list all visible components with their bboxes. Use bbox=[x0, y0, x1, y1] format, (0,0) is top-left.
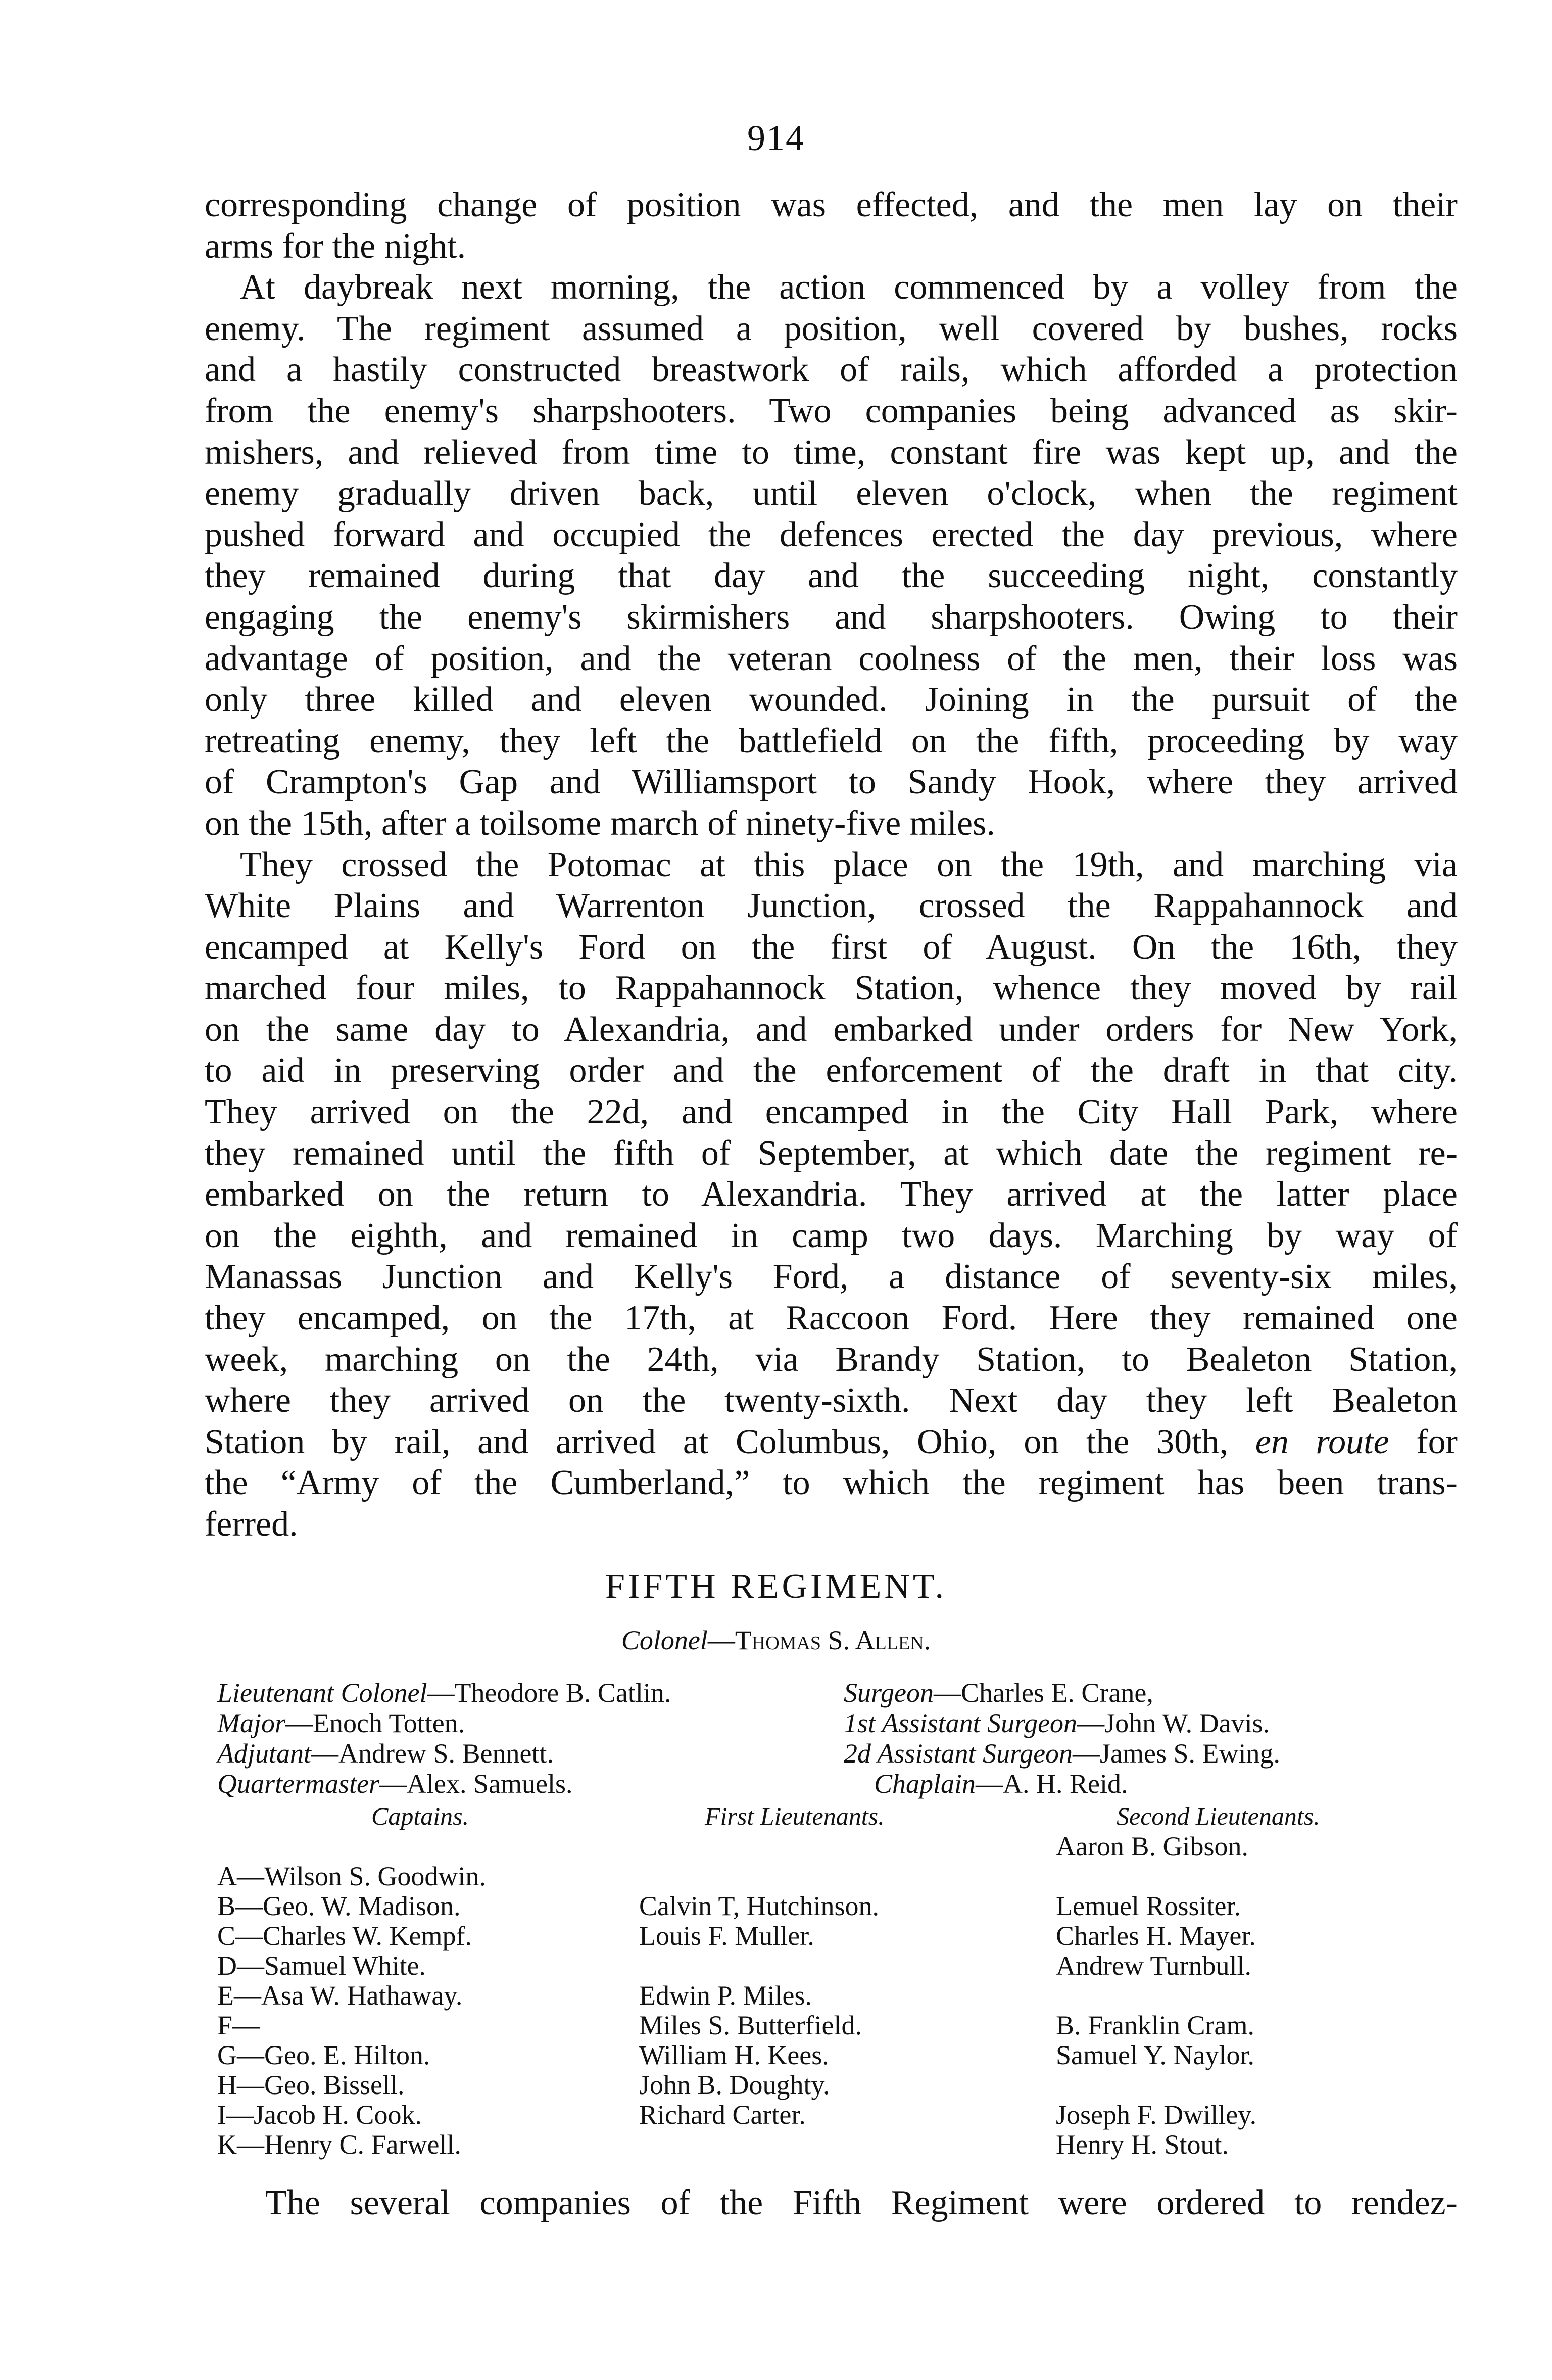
second-lieutenant-entry: Joseph F. Dwilley. bbox=[1056, 2100, 1257, 2130]
captain-entry: A—Wilson S. Goodwin. bbox=[217, 1861, 486, 1891]
text-line: of Crampton's Gap and Williamsport to Sandy Hook, where they arrived bbox=[205, 763, 1458, 802]
italic-phrase: en route bbox=[1255, 1422, 1389, 1461]
first-lieutenant-entry: Louis F. Muller. bbox=[639, 1921, 814, 1951]
officer-name: Theodore B. Catlin. bbox=[454, 1678, 671, 1708]
first-lieutenant-entry bbox=[639, 1862, 879, 1891]
text-line: At daybreak next morning, the action commenced by a volley from the bbox=[240, 268, 1458, 307]
text-line: enemy. The regiment assumed a position, well covered by bushes, rocks bbox=[205, 309, 1458, 348]
first-lieutenant-entry: John B. Doughty. bbox=[639, 2070, 830, 2100]
text-line: the “Army of the Cumberland,” to which the regiment has been trans- bbox=[205, 1463, 1458, 1503]
text-line: on the same day to Alexandria, and embarked under orders for New York, bbox=[205, 1010, 1458, 1049]
text-line: and a hastily constructed breastwork of rails, which afforded a protection bbox=[205, 350, 1458, 390]
officer-title: Chaplain bbox=[874, 1769, 976, 1799]
officer-title: Quartermaster bbox=[217, 1769, 379, 1799]
officer-title: 1st Assistant Surgeon bbox=[844, 1708, 1078, 1738]
text-line: marched four miles, to Rappahannock Station, whence they moved by rail bbox=[205, 969, 1458, 1008]
second-lieutenant-entry: Charles H. Mayer. bbox=[1056, 1921, 1256, 1951]
text-line: Manassas Junction and Kelly's Ford, a distance of seventy-six miles, bbox=[205, 1257, 1458, 1297]
text-line: on the 15th, after a toilsome march of ninety-five miles. bbox=[205, 803, 995, 843]
officer-name: Charles E. Crane, bbox=[960, 1678, 1153, 1708]
first-lieutenant-entry: Richard Carter. bbox=[639, 2100, 806, 2130]
text-line: encamped at Kelly's Ford on the first of August. On the 16th, they bbox=[205, 927, 1458, 967]
text-line: where they arrived on the twenty-sixth. Next day they left Bealeton bbox=[205, 1381, 1458, 1420]
staff-entry: 1st Assistant Surgeon—John W. Davis. bbox=[844, 1708, 1270, 1738]
text-line: corresponding change of position was effected, and the men lay on their bbox=[205, 185, 1458, 224]
text-line: pushed forward and occupied the defences erected the day previous, where bbox=[205, 515, 1458, 554]
colonel-line: Colonel—Thomas S. Allen. bbox=[621, 1625, 931, 1655]
staff-entry: Quartermaster—Alex. Samuels. bbox=[217, 1769, 573, 1799]
officer-name: Andrew S. Bennett. bbox=[338, 1738, 554, 1769]
officer-name: Alex. Samuels. bbox=[407, 1769, 573, 1799]
text-line: embarked on the return to Alexandria. They arrived at the latter place bbox=[205, 1175, 1458, 1214]
captain-entry: H—Geo. Bissell. bbox=[217, 2070, 405, 2100]
text-line: retreating enemy, they left the battlefield on the fifth, proceeding by way bbox=[205, 721, 1458, 760]
staff-entry: Lieutenant Colonel—Theodore B. Catlin. bbox=[217, 1678, 671, 1708]
text-line: ferred. bbox=[205, 1505, 298, 1544]
text-line: they remained until the fifth of September, at which date the regiment re- bbox=[205, 1133, 1458, 1173]
officer-title: Surgeon bbox=[844, 1678, 934, 1708]
field-staff-right bbox=[844, 1678, 1280, 1799]
first-lieutenants-header: First Lieutenants. bbox=[705, 1802, 885, 1830]
captain-entry: D—Samuel White. bbox=[217, 1950, 426, 1981]
text-line: They crossed the Potomac at this place on the 19th, and marching via bbox=[240, 845, 1458, 884]
first-lieutenant-entry bbox=[639, 2130, 879, 2160]
second-lieutenant-entry bbox=[1056, 1981, 1256, 2011]
officer-name: James S. Ewing. bbox=[1100, 1738, 1281, 1769]
page-number: 914 bbox=[747, 118, 805, 158]
section-heading: FIFTH REGIMENT. bbox=[605, 1567, 947, 1606]
officer-title: 2d Assistant Surgeon bbox=[844, 1738, 1073, 1769]
text-segment: for bbox=[1416, 1422, 1458, 1461]
second-lieutenant-entry: Samuel Y. Naylor. bbox=[1056, 2040, 1254, 2070]
captain-entry bbox=[217, 1832, 486, 1862]
first-lieutenant-entry: Edwin P. Miles. bbox=[639, 1980, 812, 2011]
second-lieutenants-header: Second Lieutenants. bbox=[1117, 1802, 1320, 1830]
text-line: advantage of position, and the veteran coolness of the men, their loss was bbox=[205, 639, 1458, 678]
text-line: They arrived on the 22d, and encamped in the City Hall Park, where bbox=[205, 1092, 1458, 1132]
captain-entry: G—Geo. E. Hilton. bbox=[217, 2040, 430, 2070]
second-lieutenant-entry: B. Franklin Cram. bbox=[1056, 2010, 1254, 2040]
first-lieutenants-column bbox=[639, 1832, 879, 2160]
text-line: they encamped, on the 17th, at Raccoon Ford. Here they remained one bbox=[205, 1299, 1458, 1338]
text-line: they remained during that day and the succeeding night, constantly bbox=[205, 556, 1458, 596]
officer-name: Enoch Totten. bbox=[313, 1708, 465, 1738]
officer-title: Lieutenant Colonel bbox=[217, 1678, 427, 1708]
captain-entry: E—Asa W. Hathaway. bbox=[217, 1980, 463, 2011]
staff-entry: Chaplain—A. H. Reid. bbox=[874, 1769, 1128, 1799]
field-staff-left bbox=[217, 1678, 671, 1799]
second-lieutenant-entry bbox=[1056, 1862, 1256, 1891]
closing-line: The several companies of the Fifth Regiment were ordered to rendez- bbox=[265, 2183, 1458, 2222]
staff-entry: Adjutant—Andrew S. Bennett. bbox=[217, 1738, 554, 1769]
second-lieutenant-entry: Lemuel Rossiter. bbox=[1056, 1891, 1241, 1921]
first-lieutenant-entry bbox=[639, 1951, 879, 1981]
text-line: enemy gradually driven back, until eleven o'clock, when the regiment bbox=[205, 474, 1458, 513]
second-lieutenant-entry: Aaron B. Gibson. bbox=[1056, 1831, 1248, 1862]
second-lieutenant-entry bbox=[1056, 2070, 1256, 2100]
officer-name: Thomas S. Allen. bbox=[735, 1625, 931, 1655]
officer-title: Major bbox=[217, 1708, 285, 1738]
first-lieutenant-entry bbox=[639, 1832, 879, 1862]
text-line: from the enemy's sharpshooters. Two companies being advanced as skir- bbox=[205, 391, 1458, 431]
text-line: only three killed and eleven wounded. Joining in the pursuit of the bbox=[205, 680, 1458, 720]
text-line: to aid in preserving order and the enforcement of the draft in that city. bbox=[205, 1051, 1458, 1090]
second-lieutenants-column bbox=[1056, 1832, 1256, 2160]
text-segment: Station by rail, and arrived at Columbus, Ohio, on the 30th, bbox=[205, 1422, 1229, 1461]
officer-name: A. H. Reid. bbox=[1003, 1769, 1128, 1799]
captain-entry: I—Jacob H. Cook. bbox=[217, 2100, 422, 2130]
text-line: engaging the enemy's skirmishers and sharpshooters. Owing to their bbox=[205, 597, 1458, 637]
officer-name: John W. Davis. bbox=[1104, 1708, 1270, 1738]
captain-entry: F— bbox=[217, 2010, 260, 2040]
text-line: mishers, and relieved from time to time, constant fire was kept up, and the bbox=[205, 433, 1458, 472]
captain-entry: C—Charles W. Kempf. bbox=[217, 1921, 472, 1951]
text-line: on the eighth, and remained in camp two days. Marching by way of bbox=[205, 1216, 1458, 1255]
captain-entry: K—Henry C. Farwell. bbox=[217, 2129, 461, 2160]
staff-entry: 2d Assistant Surgeon—James S. Ewing. bbox=[844, 1738, 1281, 1769]
staff-entry: Major—Enoch Totten. bbox=[217, 1708, 465, 1738]
text-line: arms for the night. bbox=[205, 226, 466, 266]
second-lieutenant-entry: Henry H. Stout. bbox=[1056, 2129, 1229, 2160]
text-line-with-italic bbox=[205, 1421, 1458, 1463]
text-line: White Plains and Warrenton Junction, crossed the Rappahannock and bbox=[205, 886, 1458, 926]
captain-entry: B—Geo. W. Madison. bbox=[217, 1891, 461, 1921]
officer-title: Adjutant bbox=[217, 1738, 311, 1769]
second-lieutenant-entry: Andrew Turnbull. bbox=[1056, 1950, 1252, 1981]
officer-title: Colonel bbox=[621, 1625, 708, 1655]
staff-entry: Surgeon—Charles E. Crane, bbox=[844, 1678, 1153, 1708]
first-lieutenant-entry: Miles S. Butterfield. bbox=[639, 2010, 862, 2040]
first-lieutenant-entry: Calvin T, Hutchinson. bbox=[639, 1891, 879, 1921]
captains-column bbox=[217, 1832, 486, 2160]
text-line: week, marching on the 24th, via Brandy Station, to Bealeton Station, bbox=[205, 1340, 1458, 1379]
captains-header: Captains. bbox=[371, 1802, 469, 1830]
first-lieutenant-entry: William H. Kees. bbox=[639, 2040, 829, 2070]
body-text bbox=[205, 184, 1458, 1545]
